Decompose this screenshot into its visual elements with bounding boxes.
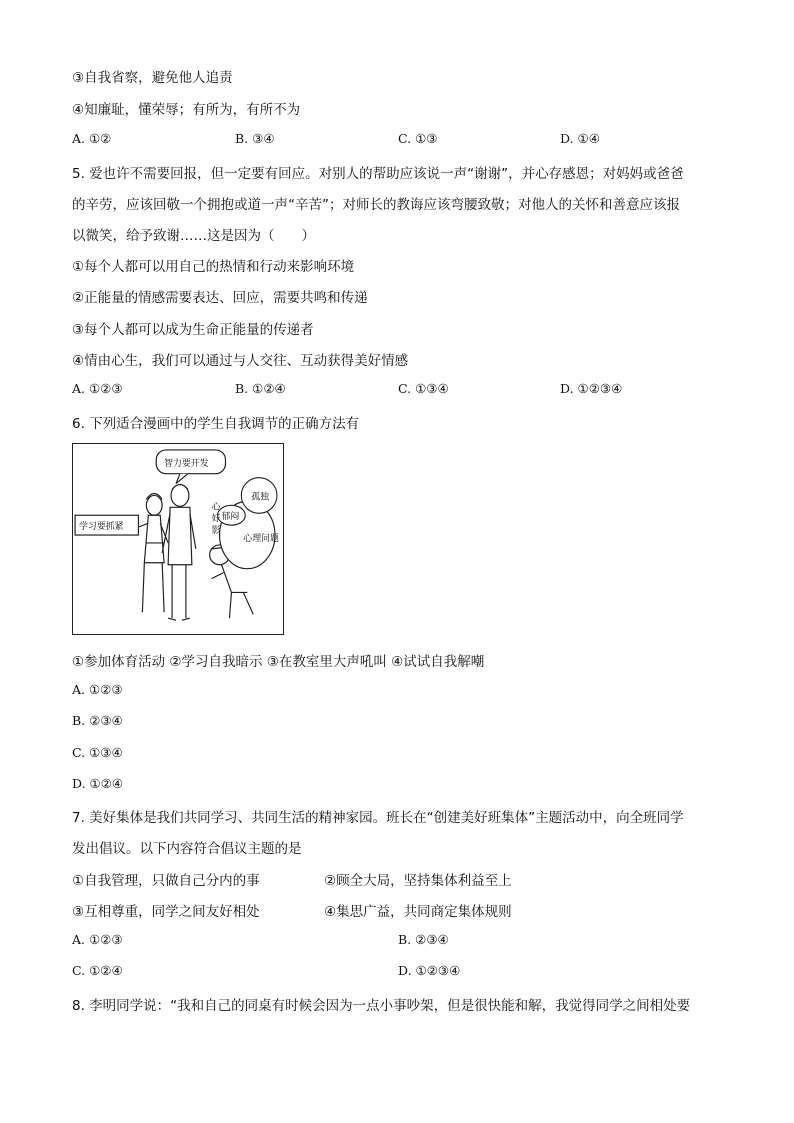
q6-option-c: C. ①③④ xyxy=(72,745,123,760)
q5-option-a: A. ①②③ xyxy=(72,381,123,396)
q5-item-3: ③每个人都可以成为生命正能量的传递者 xyxy=(72,322,314,338)
q7-item-1: ①自我管理，只做自己分内的事 xyxy=(72,873,260,889)
q7-item-2: ②顾全大局，坚持集体利益至上 xyxy=(324,873,512,889)
psych-text: 心理问题 xyxy=(243,533,279,544)
q4-option-b: B. ③④ xyxy=(235,131,275,146)
q5-option-b: B. ①②④ xyxy=(235,381,286,396)
q6-stem: 6. 下列适合漫画中的学生自我调节的正确方法有 xyxy=(72,416,360,432)
mother-figure xyxy=(138,493,168,612)
q4-item-4: ④知廉耻，懂荣辱；有所为，有所不为 xyxy=(72,102,301,118)
shadow-text: 影 xyxy=(211,526,221,537)
q4-option-a: A. ①② xyxy=(72,131,112,146)
q5-item-1: ①每个人都可以用自己的热情和行动来影响环境 xyxy=(72,259,355,275)
study-sign-text: 学习要抓紧 xyxy=(79,522,124,533)
q7-option-c: C. ①②④ xyxy=(72,963,123,978)
q4-option-c: C. ①③ xyxy=(398,131,438,146)
q7-option-d: D. ①②③④ xyxy=(398,963,461,978)
cartoon-drawing xyxy=(73,444,283,634)
q5-option-c: C. ①③④ xyxy=(398,381,449,396)
q5-stem-line-1: 5. 爱也许不需要回报，但一定要有回应。对别人的帮助应该说一声“谢谢”，并心存感恩；对妈妈或爸爸 xyxy=(72,166,684,182)
q8-stem: 8. 李明同学说：“我和自己的同桌有时候会因为一点小事吵架，但是很快能和解，我觉得同学之间相处要 xyxy=(72,998,691,1014)
q7-option-b: B. ②③④ xyxy=(398,932,449,947)
q5-stem-line-2: 的辛劳，应该回敬一个拥抱或道一声“辛苦”；对师长的教诲应该弯腰致敬；对他人的关怀和善意应该报 xyxy=(72,197,680,213)
q5-item-2: ②正能量的情感需要表达、回应，需要共鸣和传递 xyxy=(72,290,368,306)
heart-text: 心 xyxy=(211,502,221,513)
q6-items: ①参加体育活动 ②学习自我暗示 ③在教室里大声吼叫 ④试试自我解嘲 xyxy=(72,654,485,670)
q7-item-4: ④集思广益，共同商定集体规则 xyxy=(324,904,512,920)
intellect-bubble-text: 智力要开发 xyxy=(164,458,209,469)
q4-option-d: D. ①④ xyxy=(560,131,600,146)
q5-option-d: D. ①②③④ xyxy=(560,381,623,396)
depressed-text: 郁闷 xyxy=(221,512,240,523)
cartoon-illustration xyxy=(72,443,284,635)
lonely-text: 孤独 xyxy=(251,492,270,503)
q4-item-3: ③自我省察，避免他人追责 xyxy=(72,70,233,86)
q7-option-a: A. ①②③ xyxy=(72,932,123,947)
q6-option-b: B. ②③④ xyxy=(72,713,123,728)
q7-stem-line-2: 发出倡议。以下内容符合倡议主题的是 xyxy=(72,841,302,857)
father-figure xyxy=(162,485,196,621)
intellect-bubble-tail xyxy=(176,474,188,484)
q6-option-d: D. ①②④ xyxy=(72,776,124,791)
q7-item-3: ③互相尊重，同学之间友好相处 xyxy=(72,904,260,920)
q7-stem-line-1: 7. 美好集体是我们共同学习、共同生活的精神家园。班长在“创建美好班集体”主题活动中，向全班同学 xyxy=(72,810,684,826)
q5-item-4: ④情由心生，我们可以通过与人交往、互动获得美好情感 xyxy=(72,353,409,369)
q5-stem-line-3: 以微笑，给予致谢……这是因为（ ） xyxy=(72,228,315,244)
good-text: 好 xyxy=(211,514,221,525)
q6-option-a: A. ①②③ xyxy=(72,682,123,697)
